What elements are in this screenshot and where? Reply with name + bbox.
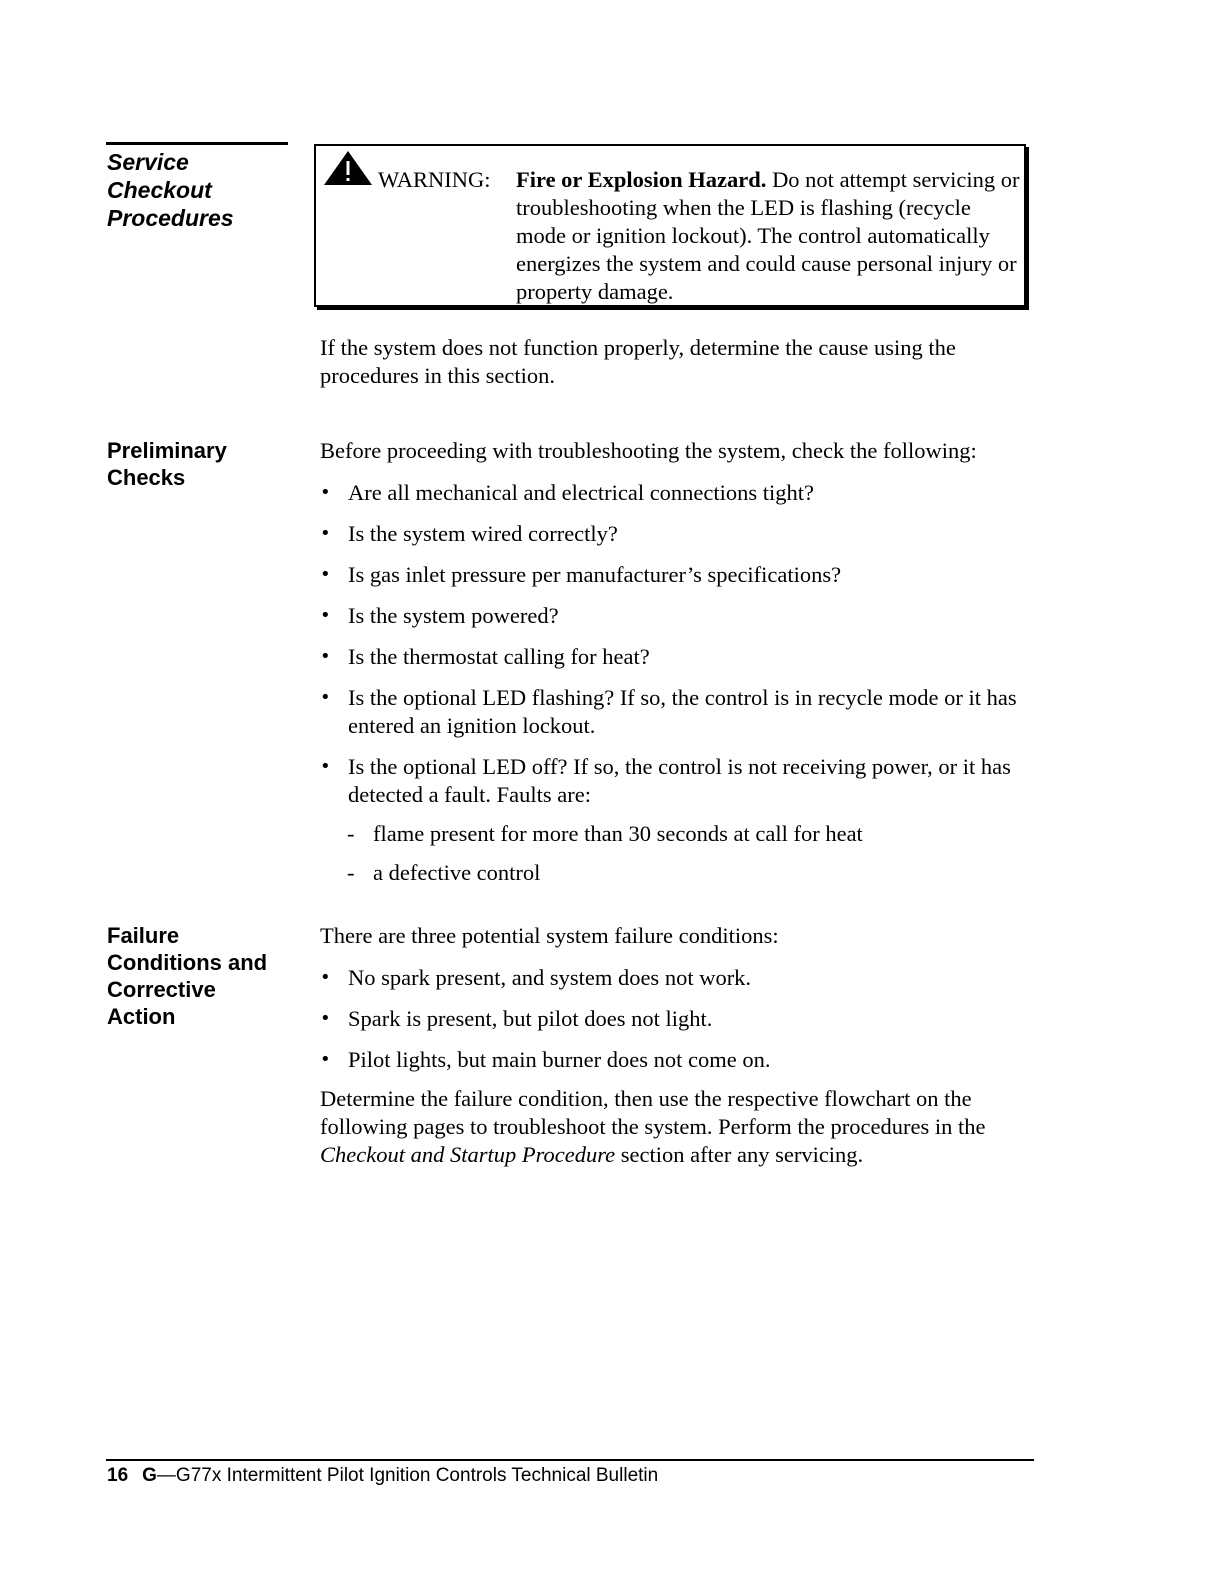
list-item: • Is gas inlet pressure per manufacturer’s specifications? [320,562,842,587]
list-item: • Is the optional LED off? If so, the control is not receiving power, or it has detected a fault. Faults are: [320,754,1011,807]
list-item: • Pilot lights, but main burner does not come on. [320,1047,771,1072]
preliminary-checks-heading [107,437,297,491]
heading-line: Corrective [107,977,216,1002]
heading-line: Checks [107,465,186,490]
failure-closing-paragraph: Determine the failure condition, then use the respective flowchart on the following pages to troubleshoot the system. Perform the procedures in the Checkout and Startup Procedure section after any servicing. [320,1086,986,1167]
heading-line: Action [107,1004,176,1029]
preliminary-intro: Before proceeding with troubleshooting the system, check the following: [320,438,977,463]
service-checkout-heading [107,148,297,232]
list-item: • No spark present, and system does not work. [320,965,752,990]
failure-conditions-heading [107,922,297,1030]
failure-intro: There are three potential system failure conditions: [320,923,779,948]
footer-rule [106,1459,1034,1461]
side-heading-rule [106,142,288,145]
list-item: • Is the system wired correctly? [320,521,618,546]
list-item: • Spark is present, but pilot does not light. [320,1006,713,1031]
checkout-procedure-reference: Checkout and Startup Procedure [320,1142,616,1167]
warning-triangle-icon [322,149,374,187]
fault-item: - flame present for more than 30 seconds at call for heat [347,821,863,846]
heading-line: Preliminary [107,438,227,463]
service-paragraph: If the system does not function properly, determine the cause using the procedures in this section. [320,335,956,388]
footer-title: —G77x Intermittent Pilot Ignition Controls Technical Bulletin [156,1465,659,1486]
list-item: • Is the system powered? [320,603,559,628]
fault-item: - a defective control [347,860,541,885]
list-item: • Is the thermostat calling for heat? [320,644,650,669]
list-item: • Are all mechanical and electrical connections tight? [320,480,815,505]
failure-bullet-list [320,964,1030,1074]
warning-label: WARNING: [378,167,491,192]
warning-text [516,166,1024,306]
warning-bold: Fire or Explosion Hazard. [516,167,767,192]
heading-line: Procedures [107,205,234,231]
heading-line: Failure [107,923,180,948]
page-number: 16 [107,1465,129,1486]
warning-box [314,144,1026,307]
section-letter: G [142,1465,157,1486]
preliminary-bullet-list [320,479,1030,887]
list-item: • Is the optional LED flashing? If so, the control is in recycle mode or it has entered an ignition lockout. [320,685,1017,738]
warning-body: Do not attempt servicing or troubleshooting when the LED is flashing (recycle mode or ignition lockout). The control automatically energizes the system and could cause personal injury or property damage. [516,167,1020,304]
heading-line: Service [107,149,189,175]
page-footer [107,1464,658,1488]
heading-line: Conditions and [107,950,268,975]
heading-line: Checkout [107,177,212,203]
